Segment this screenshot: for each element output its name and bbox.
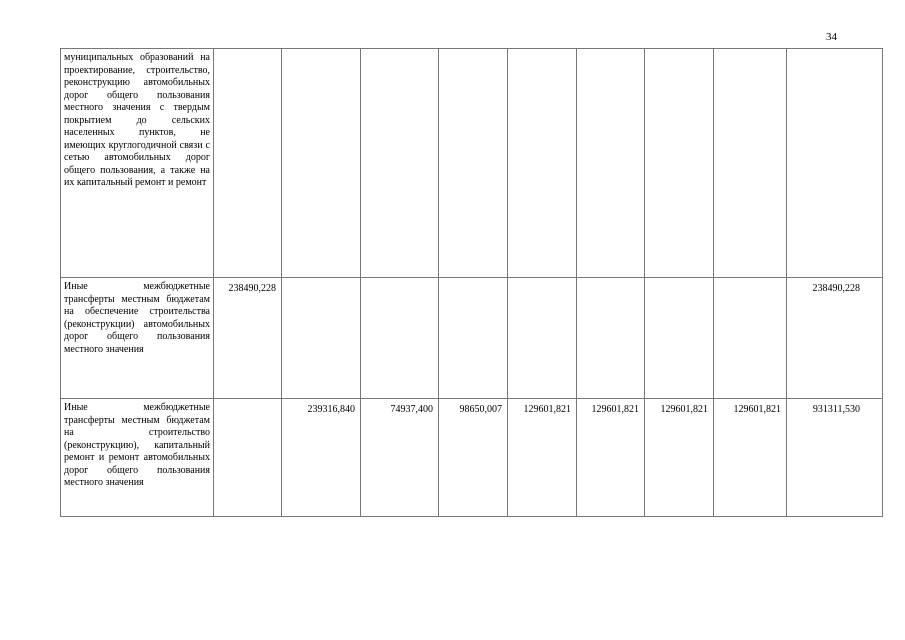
row-description: Иные межбюджетные трансферты местным бюджетам на обеспечение строительства (реконструкции) автомобильных дорог общего пользования местного значения [61,278,214,399]
value-cell [645,49,714,278]
value-cell [714,278,787,399]
table-row [61,278,883,399]
table-row [61,399,883,517]
value-cell: 98650,007 [439,399,508,517]
value-cell [282,278,361,399]
value-cell: 129601,821 [645,399,714,517]
row-description: муниципальных образований на проектирование, строительство, реконструкцию автомобильных дорог общего пользования местного значения с твердым покрытием до сельских населенных пунктов, не имеющих круглогодичной связи с сетью автомобильных дорог общего пользования, а также на их капитальный ремонт и ремонт [61,49,214,278]
value-cell [361,278,439,399]
value-cell [508,49,577,278]
value-cell [214,399,282,517]
value-cell [361,49,439,278]
value-cell: 238490,228 [214,278,282,399]
value-cell [439,278,508,399]
value-cell [508,278,577,399]
page-number: 34 [826,31,837,43]
value-cell [577,278,645,399]
total-cell: 931311,530 [787,399,883,517]
total-cell: 238490,228 [787,278,883,399]
value-cell [214,49,282,278]
value-cell: 74937,400 [361,399,439,517]
value-cell [577,49,645,278]
value-cell: 239316,840 [282,399,361,517]
table-row [61,49,883,278]
row-description: Иные межбюджетные трансферты местным бюджетам на строительство (реконструкцию), капитальный ремонт и ремонт автомобильных дорог общего пользования местного значения [61,399,214,517]
total-cell [787,49,883,278]
value-cell [645,278,714,399]
value-cell [714,49,787,278]
value-cell [439,49,508,278]
value-cell: 129601,821 [508,399,577,517]
budget-table [60,48,883,517]
value-cell: 129601,821 [714,399,787,517]
value-cell: 129601,821 [577,399,645,517]
value-cell [282,49,361,278]
